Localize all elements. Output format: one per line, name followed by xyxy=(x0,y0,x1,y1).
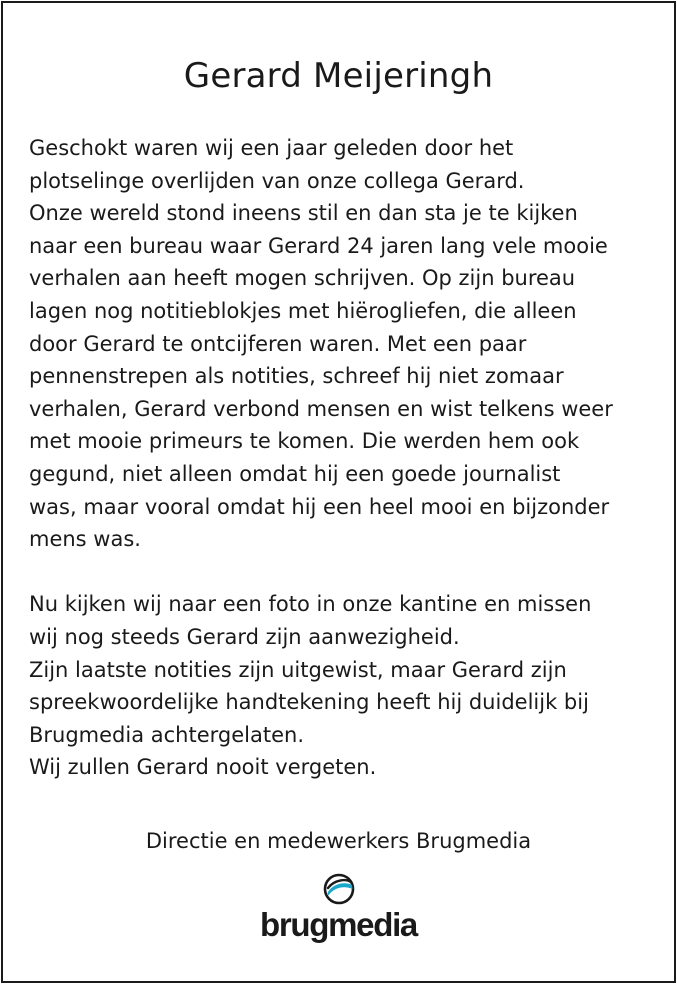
text-line: Geschokt waren wij een jaar geleden door het xyxy=(29,136,514,160)
notice-body xyxy=(29,132,669,784)
signature: Directie en medewerkers Brugmedia xyxy=(145,829,532,853)
text-line: Brugmedia achtergelaten. xyxy=(29,722,304,747)
notice-title: Gerard Meijeringh xyxy=(183,56,494,96)
text-line: Onze wereld stond ineens stil en dan sta je te kijken xyxy=(29,201,578,226)
text-line: door Gerard te ontcijferen waren. Met een paar xyxy=(29,331,527,356)
text-line: Nu kijken wij naar een foto in onze kantine en missen xyxy=(29,592,592,617)
text-line: naar een bureau waar Gerard 24 jaren lang vele mooie xyxy=(29,233,608,258)
paragraph-2 xyxy=(29,588,669,784)
brugmedia-logo xyxy=(0,872,677,944)
text-line: lagen nog notitieblokjes met hiërogliefen, die alleen xyxy=(29,298,577,323)
text-line: gegund, niet alleen omdat hij een goede journalist xyxy=(29,461,561,486)
text-line: Wij zullen Gerard nooit vergeten. xyxy=(29,755,377,780)
paragraph-gap xyxy=(29,556,669,589)
text-line: met mooie primeurs te komen. Die werden hem ook xyxy=(29,429,580,454)
text-line: verhalen aan heeft mogen schrijven. Op zijn bureau xyxy=(29,266,576,291)
text-line: wij nog steeds Gerard zijn aanwezigheid. xyxy=(29,624,460,649)
text-line: pennenstrepen als notities, schreef hij niet zomaar xyxy=(29,364,564,389)
paragraph-1 xyxy=(29,132,669,556)
text-line: was, maar vooral omdat hij een heel mooi en bijzonder xyxy=(29,494,610,519)
text-line: spreekwoordelijke handtekening heeft hij duidelijk bij xyxy=(29,690,589,715)
text-line: verhalen, Gerard verbond mensen en wist telkens weer xyxy=(29,396,613,421)
text-line: mens was. xyxy=(29,527,141,552)
text-line: Zijn laatste notities zijn uitgewist, maar Gerard zijn xyxy=(29,657,567,682)
brugmedia-wordmark: brugmedia xyxy=(260,906,417,943)
text-line: plotselinge overlijden van onze collega Gerard. xyxy=(29,168,525,193)
brugmedia-bridge-icon xyxy=(322,872,356,906)
